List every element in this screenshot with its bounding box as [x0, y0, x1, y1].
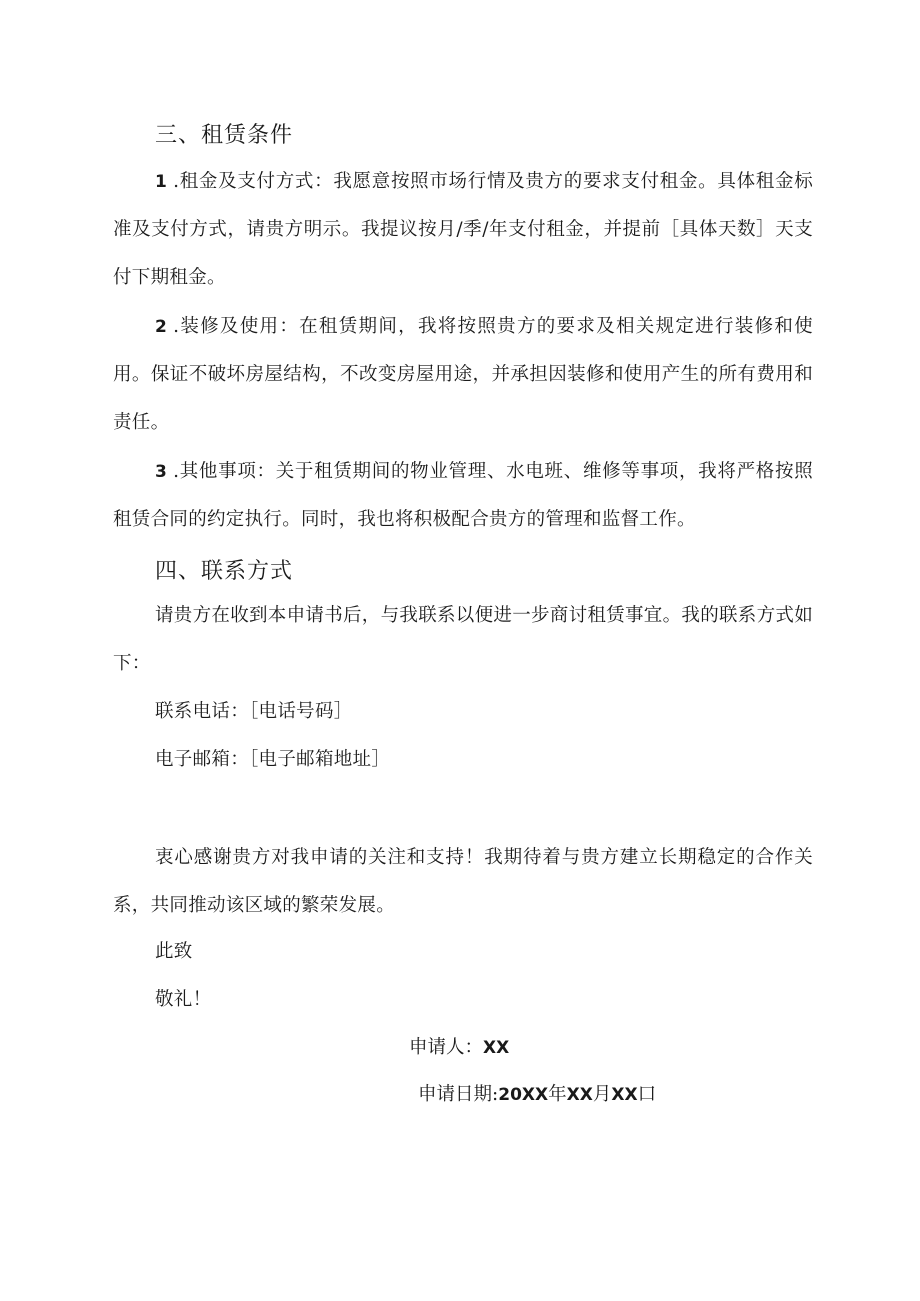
- section-3-item-1: [113, 158, 813, 302]
- date-day-unit: 口: [637, 1084, 657, 1105]
- date-day: XX: [611, 1085, 638, 1105]
- date-month: XX: [566, 1085, 593, 1105]
- date-month-unit: 月: [592, 1084, 612, 1105]
- applicant-value: XX: [483, 1038, 510, 1058]
- date-year-unit: 年: [548, 1084, 567, 1105]
- item-number: 3: [155, 462, 168, 482]
- contact-intro: 请贵方在收到本申请书后，与我联系以便进一步商讨租赁事宜。我的联系方式如下：: [113, 605, 814, 674]
- item-text: .装修及使用：在租赁期间，我将按照贵方的要求及相关规定进行装修和使用。保证不破坏房屋结构，不改变房屋用途，并承担因装修和使用产生的所有费用和责任。: [113, 316, 813, 433]
- item-number: 2: [155, 317, 168, 337]
- section-3-item-3: [113, 448, 813, 544]
- section-3-heading: 三、租赁条件: [155, 123, 294, 148]
- contact-phone: 联系电话：［电话号码］: [155, 701, 353, 722]
- applicant-line: [409, 1024, 509, 1072]
- date-line: [418, 1071, 656, 1119]
- section-4-heading: 四、联系方式: [155, 559, 294, 584]
- item-number: 1: [155, 172, 168, 192]
- date-label: 申请日期:: [418, 1084, 499, 1105]
- applicant-label: 申请人：: [409, 1037, 484, 1058]
- item-text: .租金及支付方式：我愿意按照市场行情及贵方的要求支付租金。具体租金标准及支付方式，请贵方明示。我提议按月/季/年支付租金，并提前［具体天数］天支付下期租金。: [113, 171, 813, 288]
- contact-email: 电子邮箱：［电子邮箱地址］: [155, 749, 391, 770]
- salutation-2: 敬礼！: [155, 989, 212, 1010]
- salutation-1: 此致: [155, 941, 193, 962]
- closing-thanks: 衷心感谢贵方对我申请的关注和支持！我期待着与贵方建立长期稳定的合作关系，共同推动该区域的繁荣发展。: [113, 847, 813, 916]
- item-text: .其他事项：关于租赁期间的物业管理、水电班、维修等事项，我将严格按照租赁合同的约定执行。同时，我也将积极配合贵方的管理和监督工作。: [113, 461, 813, 530]
- date-year: 20XX: [498, 1085, 549, 1105]
- section-3-item-2: [113, 303, 813, 447]
